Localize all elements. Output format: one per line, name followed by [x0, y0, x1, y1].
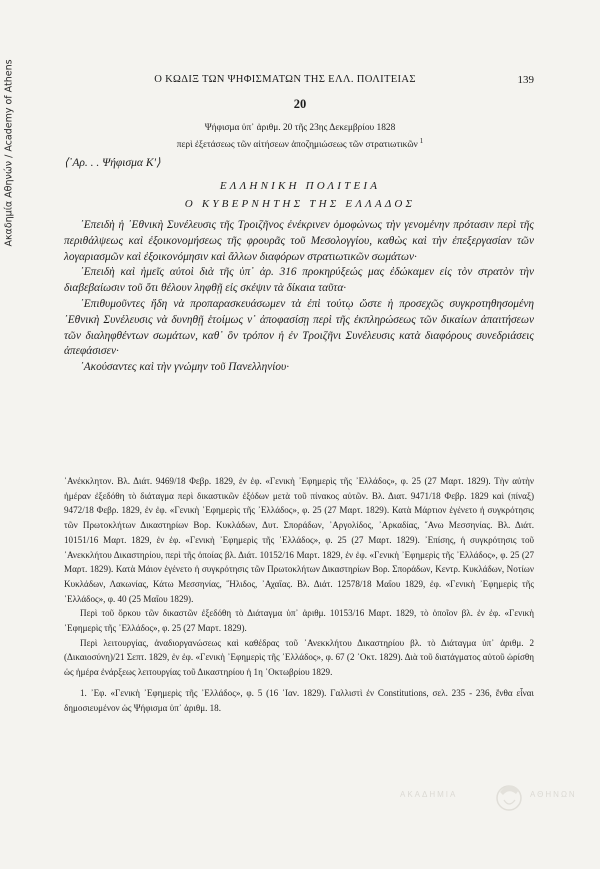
document-subtitle-text: περὶ ἐξετάσεως τῶν αἰτήσεων ἀποζημιώσεως τῶν στρατιωτικῶν — [176, 140, 418, 151]
academy-watermark — [400, 778, 590, 816]
running-head — [0, 74, 600, 90]
editorial-note: Περὶ τοῦ ὅρκου τῶν δικαστῶν ἐξεδόθη τὸ Διάταγμα ὑπ᾿ ἀριθμ. 10153/16 Μαρτ. 1829, τὸ ὁποῖον βλ. ἐν ἐφ. «Γενικὴ ᾿Εφημερὶς τῆς ᾿Ελλάδος», φ. 25 (27 Μαρτ. 1829). — [64, 608, 534, 634]
footnote-reference: 1 — [419, 137, 424, 145]
running-title: Ο ΚΩΔΙΞ ΤΩΝ ΨΗΦΙΣΜΑΤΩΝ ΤΗΣ ΕΛΛ. ΠΟΛΙΤΕΙΑΣ — [154, 74, 416, 85]
source-footnote: 1. ᾿Εφ. «Γενικὴ ᾿Εφημερὶς τῆς ᾿Ελλάδος», φ. 5 (16 ᾿Ιαν. 1829). Γαλλιστὶ ἐν Constitutions, σελ. 235 - 236, ἔνθα εἶναι δημοσιευμένον ὡς Ψήφισμα ὑπ᾿ ἀριθμ. 18. — [64, 687, 534, 713]
page-number: 139 — [517, 74, 534, 86]
document-number: 20 — [293, 97, 307, 111]
preamble-paragraph: ᾿Επειδὴ καὶ ἡμεῖς αὐτοὶ διὰ τῆς ὑπ᾿ ἀρ. 316 προκηρύξεώς μας ἐδώκαμεν εἰς τὸν στρατὸν τὴν διαβεβαίωσιν τοῦ ὅτι θέλουν ληφθῇ εἰς σκέψιν τὰ δίκαια ταῦτα· — [64, 266, 534, 295]
athena-emblem-icon — [492, 778, 526, 816]
footnotes — [64, 474, 534, 715]
editorial-note: ᾿Ανέκκλητον. Βλ. Διάτ. 9469/18 Φεβρ. 1829, ἐν ἐφ. «Γενικὴ ᾿Εφημερὶς τῆς ᾿Ελλάδος», φ. 25 (27 Μαρτ. 1829). Τὴν αὐτὴν ἡμέραν ἐξεδόθη τὸ διάταγμα περὶ δικαστικῶν ἐξόδων μετὰ τοῦ πίνακος αὐτῶν. Βλ. Διατ. 9471/18 Φεβρ. 1829 καὶ (πίναξ) 9472/18 Φεβρ. 1829, ἐν ἐφ. «Γενικὴ ᾿Εφημερὶς τῆς ᾿Ελλάδος», φ. 25 (27 Μαρτ. 1829). Κατὰ Μάρτιον ἐγένετο ἡ συγκρότησις τῶν Πρωτοκλήτων Δικαστηρίων Βορ. Κυκλάδων, Δυτ. Σποράδων, ᾿Αργολίδος, ᾿Αρκαδίας, ῞Ανω Μεσσηνίας. Βλ. Διάτ. 10151/16 Μαρτ. 1829, ἐν ἐφ. «Γενικὴ ᾿Εφημερὶς τῆς ᾿Ελλάδος», φ. 25 (27 Μαρτ. 1829). ᾿Επίσης, ἡ συγκρότησις τοῦ ᾿Ανεκκλήτου Δικαστηρίου, περὶ τῆς ὁποίας βλ. Διάτ. 10152/16 Μαρτ. 1829, ἐν ἐφ. «Γενικὴ ᾿Εφημερὶς τῆς ᾿Ελλάδος», φ. 25 (27 Μαρτ. 1829). Κατὰ Μάιον ἐγένετο ἡ συγκρότησις τῶν Πρωτοκλήτων Δικαστηρίων Βορ. Σποράδων, Κεντρ. Κυκλάδων, Νοτίων Κυκλάδων, Λακωνίας, Κάτω Μεσσηνίας, ῞Ηλιδος, ᾿Αχαΐας. Βλ. Διάτ. 12578/18 Μαΐου 1829, ἐφ. «Γενικὴ ᾿Εφημερὶς τῆς ᾿Ελλάδος», φ. 40 (25 Μαΐου 1829). — [64, 476, 534, 604]
editorial-note: Περὶ λειτουργίας, ἀναδιοργανώσεως καὶ καθέδρας τοῦ ᾿Ανεκκλήτου Δικαστηρίου βλ. τὸ Διάταγμα ὑπ᾿ ἀριθμ. 2 (Δικαιοσύνη)/21 Σεπτ. 1829, ἐν ἐφ. «Γενικὴ ᾿Εφημερὶς τῆς ᾿Ελλάδος», φ. 67 (2 ᾿Οκτ. 1829). Διὰ τοῦ διατάγματος αὐτοῦ ὡρίσθη ὡς ἡμέρα ἐνάρξεως λειτουργίας τοῦ Δικαστηρίου ἡ 1η ᾿Οκτωβρίου 1829. — [64, 637, 534, 678]
document-subtitle-line2 — [60, 137, 540, 150]
preamble-paragraph: ᾿Επιθυμοῦντες ἤδη νὰ προπαρασκευάσωμεν τὰ ἐπὶ τούτῳ ὥστε ἡ προσεχῶς συγκροτηθησομένη ᾿Εθνικὴ Συνέλευσις νὰ δυνηθῇ ἑτοίμως ν᾿ ἀποφασίσῃ περὶ τῆς ἐκπληρώσεως τῶν δικαίων ἀπαιτήσεων τῶν διαληφθέντων σωμάτων, καθ᾿ ὃν τρόπον ἡ ἐν Τροιζῆνι Συνέλευσις κατὰ διαφόρους συνεδριάσεις ἀπεφάσισεν· — [64, 297, 534, 358]
watermark-right-text: ΑΘΗΝΩΝ — [530, 790, 577, 799]
archive-side-label — [0, 28, 18, 278]
watermark-left-text: ΑΚΑΔΗΜΙΑ — [400, 790, 458, 799]
state-heading: ΕΛΛΗΝΙΚΗ ΠΟΛΙΤΕΙΑ — [219, 180, 381, 192]
preamble-paragraph: ᾿Ακούσαντες καὶ τὴν γνώμην τοῦ Πανελληνίου· — [80, 361, 290, 374]
document-subtitle-line1: Ψήφισμα ὑπ᾿ ἀριθμ. 20 τῆς 23ης Δεκεμβρίου 1828 — [204, 123, 396, 133]
governor-heading: Ο ΚΥΒΕΡΝΗΤΗΣ ΤΗΣ ΕΛΛΑΔΟΣ — [184, 198, 416, 210]
preamble-paragraph: ᾿Επειδὴ ἡ ᾿Εθνικὴ Συνέλευσις τῆς Τροιζῆνος ἐνέκρινεν ὁμοφώνως τὴν γενομένην πρότασιν περὶ τῆς περιθάλψεως καὶ ἐξοικονομήσεως τῆς φρουρᾶς τοῦ Μεσολογγίου, καθὼς καὶ τὴν ἐπεξεργασίαν τῶν λογαριασμῶν καὶ ἐξοικονόμησιν καὶ ἄλλων διαφόρων στρατιωτικῶν σωμάτων· — [64, 219, 534, 263]
archive-side-label-text: Ακαδημία Αθηνών / Academy of Athens — [3, 59, 15, 247]
decree-label: ⟨᾿Αρ. . . Ψήφισμα Κ'⟩ — [64, 157, 161, 169]
preamble — [64, 218, 534, 376]
